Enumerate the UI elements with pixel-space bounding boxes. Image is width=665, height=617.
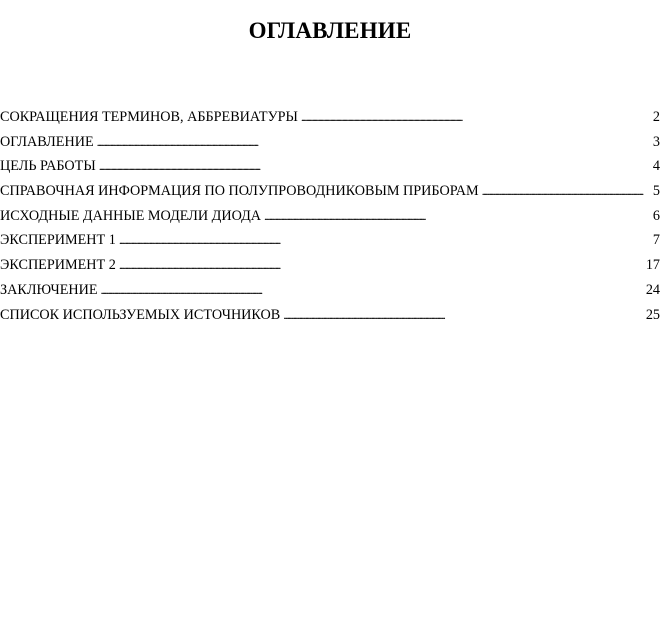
toc-entry[interactable] [0, 228, 660, 253]
toc-entry-page: 24 [645, 281, 660, 298]
toc-dot-leader [99, 154, 652, 179]
toc-dot-leader [119, 228, 652, 253]
toc-entry[interactable] [0, 130, 660, 155]
toc-entry-title: СПРАВОЧНАЯ ИНФОРМАЦИЯ ПО ПОЛУПРОВОДНИКОВЫМ ПРИБОРАМ [0, 183, 479, 200]
toc-entry[interactable] [0, 303, 660, 328]
toc-entry-title: ЭКСПЕРИМЕНТ 2 [0, 257, 116, 274]
toc-entry-title: ИСХОДНЫЕ ДАННЫЕ МОДЕЛИ ДИОДА [0, 207, 262, 224]
toc-entry[interactable] [0, 253, 660, 278]
toc-entry-page: 5 [652, 183, 660, 200]
toc-dot-leader [301, 105, 652, 130]
toc-entry-page: 2 [652, 109, 660, 125]
toc-entry-page: 6 [652, 207, 660, 224]
toc-entry[interactable] [0, 105, 660, 130]
toc-dot-leader [101, 278, 645, 303]
toc-dot-leader [97, 130, 652, 155]
toc-entry[interactable] [0, 278, 660, 303]
toc-dot-leader [283, 303, 645, 328]
toc-entry-page: 3 [652, 133, 660, 150]
toc-entry-title: СОКРАЩЕНИЯ ТЕРМИНОВ, АББРЕВИАТУРЫ [0, 109, 298, 125]
table-of-contents [0, 105, 660, 327]
toc-entry-title: ЗАКЛЮЧЕНИЕ [0, 281, 98, 298]
toc-entry[interactable] [0, 179, 660, 204]
toc-entry-title: ОГЛАВЛЕНИЕ [0, 133, 94, 150]
toc-entry-title: ЭКСПЕРИМЕНТ 1 [0, 232, 116, 249]
toc-entry-page: 7 [652, 232, 660, 249]
toc-entry[interactable] [0, 154, 660, 179]
toc-entry-page: 17 [645, 257, 660, 274]
toc-entry[interactable] [0, 204, 660, 229]
toc-entry-page: 4 [652, 158, 660, 175]
toc-dot-leader [482, 179, 652, 204]
toc-entry-title: СПИСОК ИСПОЛЬЗУЕМЫХ ИСТОЧНИКОВ [0, 306, 281, 323]
toc-entry-title: ЦЕЛЬ РАБОТЫ [0, 158, 96, 175]
page-title: ОГЛАВЛЕНИЕ [248, 18, 412, 43]
toc-dot-leader [264, 204, 652, 229]
toc-dot-leader [119, 253, 645, 278]
toc-entry-page: 25 [645, 306, 660, 323]
